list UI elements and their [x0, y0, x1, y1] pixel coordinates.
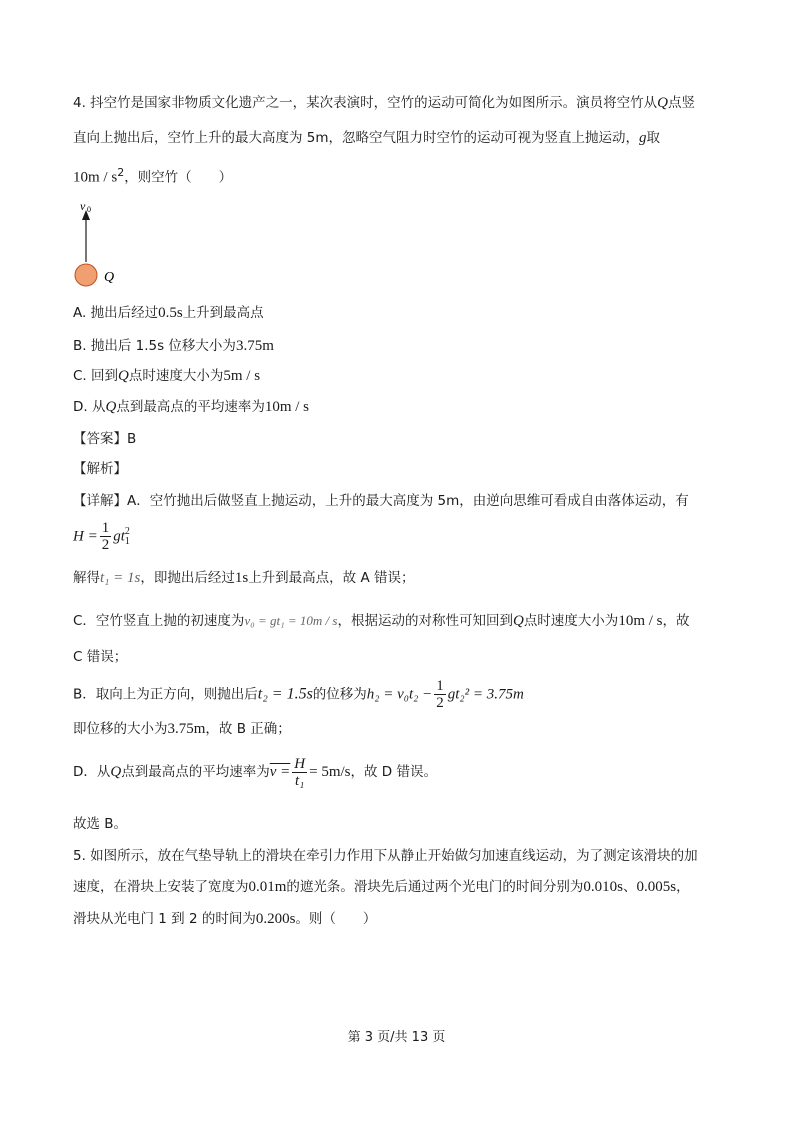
answer-label: 【答案】B [73, 431, 137, 447]
detail-line2: 解得t₁ = 1s，即抛出后经过1s上升到最高点，故 A 错误； [73, 570, 415, 586]
fig-v-sub: 0 [87, 205, 91, 214]
q4-stem-line2: 直向上抛出后，空竹上升的最大高度为 5m，忽略空气阻力时空竹的运动可视为竖直上抛运动，g取 [73, 130, 661, 146]
q5-stem-line1: 5. 如图所示，放在气垫导轨上的滑块在牵引力作用下从静止开始做匀加速直线运动，为了测定该滑块的加 [73, 848, 698, 864]
ball-q [75, 264, 97, 286]
option-a: A. 抛出后经过0.5s上升到最高点 [73, 305, 264, 321]
fig-v-label: v [80, 199, 86, 213]
fraction-h-over-t: $\frac{H}{\text{t₁}}$ [294, 755, 306, 789]
option-d: D. 从Q点到最高点的平均速率为10m / s [73, 399, 310, 415]
q5-stem-line2: 速度，在滑块上安装了宽度为0.01m的遮光条。滑块先后通过两个光电门的时间分别为0.010s、0.005s， [73, 879, 690, 895]
page-footer: 第 3 页/共 13 页 [347, 1030, 446, 1045]
analysis-label: 【解析】 [73, 461, 127, 477]
option-c: C. 回到Q点时速度大小为5m / s [73, 368, 261, 384]
detail-line8: 故选 B。 [73, 816, 128, 832]
equation-h: H = $\frac{1}{2}$ gt 2 1 [73, 520, 130, 553]
detail-line3: C．空竹竖直上抛的初速度为v₀ = gt₁ = 10m / s，根据运动的对称性可知回到Q点时速度大小为10m / s，故 [73, 613, 690, 629]
option-b: B. 抛出后 1.5s 位移大小为3.75m [73, 338, 274, 354]
q5-stem-line3: 滑块从光电门 1 到 2 的时间为0.200s。则（ ） [73, 911, 377, 927]
detail-line4: C 错误； [73, 649, 128, 665]
detail-line5: B．取向上为正方向，则抛出后t₂ = 1.5s的位移为h₂ = v₀t₂ − $\frac{1}{2}$ gt₂² = 3.75m [73, 678, 524, 711]
fraction-half-b: $\frac{1}{2}$ [436, 678, 444, 711]
q4-stem-line1: 4. 抖空竹是国家非物质文化遗产之一，某次表演时，空竹的运动可简化为如图所示。演员将空竹从Q点竖 [73, 95, 696, 111]
q4-stem-line3: $10m / s^2$，则空竹（ ） [73, 166, 233, 186]
fig-q-label: Q [104, 270, 115, 285]
detail-line1: 【详解】A．空竹抛出后做竖直上抛运动，上升的最大高度为 5m，由逆向思维可看成自由落体运动，有 [73, 493, 689, 509]
detail-line6: 即位移的大小为3.75m，故 B 正确； [73, 721, 291, 737]
detail-line7: D．从Q点到最高点的平均速率为v = $\frac{H}{\text{t₁}}$ = 5m/s，故 D 错误。 [73, 755, 437, 789]
q4-figure [70, 198, 140, 293]
fraction-half: $\frac{1}{2}$ [101, 520, 110, 553]
